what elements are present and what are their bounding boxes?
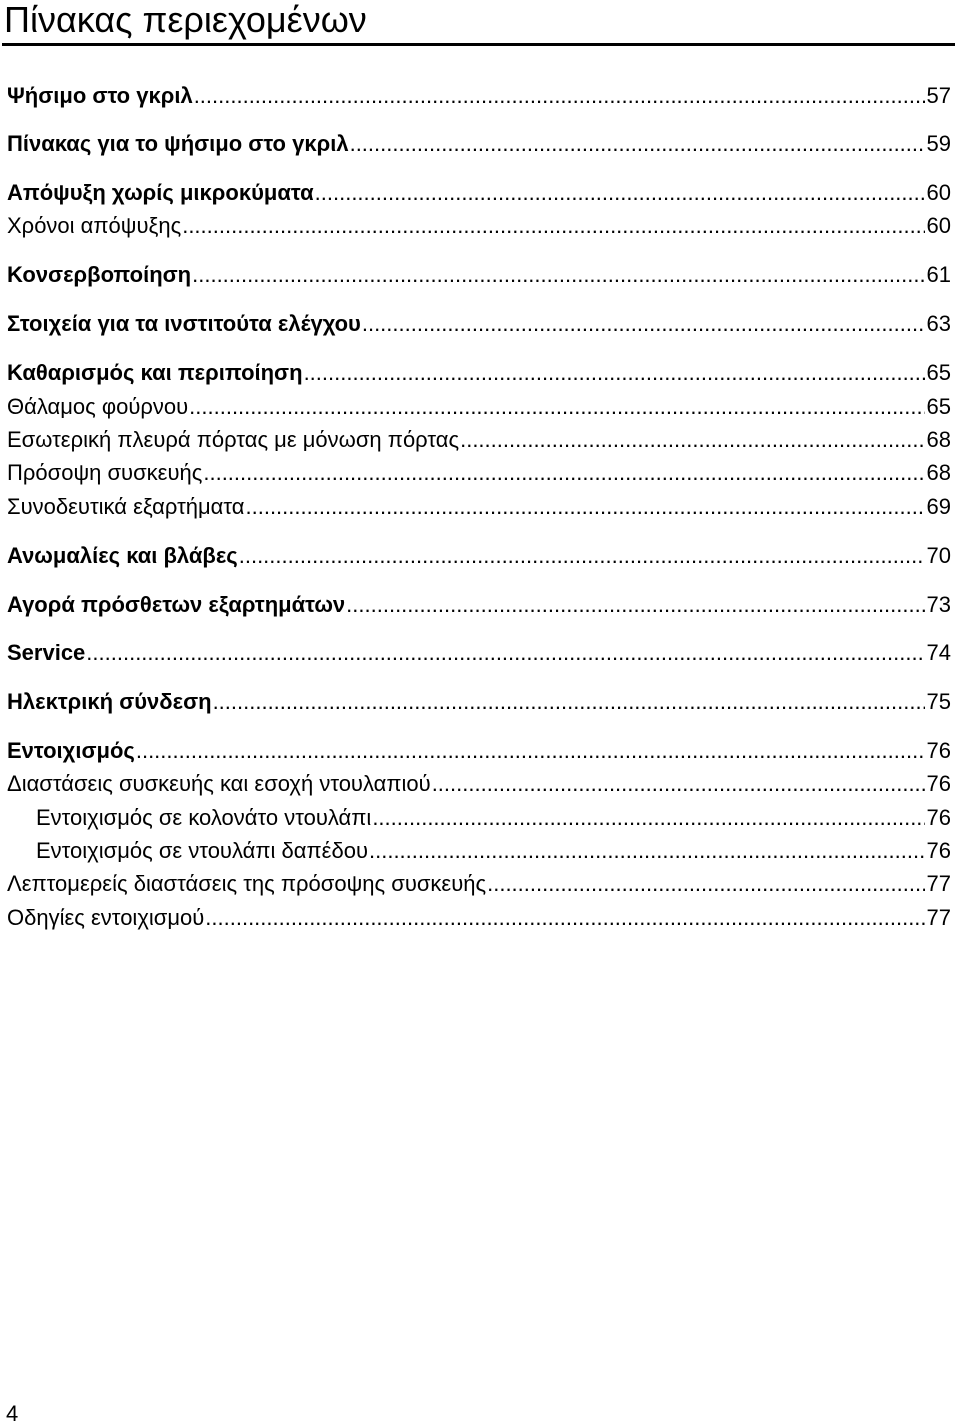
dot-leader bbox=[86, 640, 924, 666]
dot-leader bbox=[246, 494, 925, 520]
toc-entry-page: 73 bbox=[926, 592, 951, 617]
toc-entry-page: 69 bbox=[926, 494, 951, 519]
toc-entry-appliance-dimensions[interactable] bbox=[7, 771, 951, 797]
dot-leader bbox=[362, 311, 925, 337]
dot-leader bbox=[346, 592, 924, 618]
dot-leader bbox=[203, 460, 924, 486]
toc-entry-page: 70 bbox=[926, 543, 951, 568]
toc-entry-page: 57 bbox=[926, 83, 951, 108]
toc-entry-faults[interactable] bbox=[7, 543, 951, 569]
toc-entry-preserving[interactable] bbox=[7, 262, 951, 288]
toc-entry-oven-cavity[interactable] bbox=[7, 394, 951, 420]
dot-leader bbox=[205, 905, 924, 931]
toc-entry-label: Συνοδευτικά εξαρτήματα bbox=[7, 494, 245, 519]
toc-entry-label: Στοιχεία για τα ινστιτούτα ελέγχου bbox=[7, 311, 361, 336]
dot-leader bbox=[487, 871, 924, 897]
toc-entry-page: 59 bbox=[926, 131, 951, 156]
toc-entry-label: Κονσερβοποίηση bbox=[7, 262, 192, 287]
dot-leader bbox=[350, 131, 925, 157]
toc-entry-installation-instructions[interactable] bbox=[7, 905, 951, 931]
toc-entry-label: Πίνακας για το ψήσιμο στο γκριλ bbox=[7, 131, 349, 156]
toc-entry-page: 77 bbox=[926, 871, 951, 896]
toc-entry-page: 76 bbox=[926, 738, 951, 763]
toc-entry-page: 74 bbox=[926, 640, 951, 665]
toc-entry-page: 65 bbox=[926, 394, 951, 419]
toc-entry-electrical-connection[interactable] bbox=[7, 689, 951, 715]
page-title: Πίνακας περιεχομένων bbox=[4, 0, 367, 40]
page-number: 4 bbox=[6, 1401, 19, 1426]
toc-entry-page: 76 bbox=[926, 838, 951, 863]
toc-entry-label: Πρόσοψη συσκευής bbox=[7, 460, 203, 485]
toc-entry-page: 76 bbox=[926, 771, 951, 796]
toc-entry-label: Ηλεκτρική σύνδεση bbox=[7, 689, 212, 714]
toc-entry-label: Ψήσιμο στο γκριλ bbox=[7, 83, 193, 108]
toc-entry-label: Θάλαμος φούρνου bbox=[7, 394, 189, 419]
toc-entry-label: Απόψυξη χωρίς μικροκύματα bbox=[7, 180, 314, 205]
toc-entry-label: Λεπτομερείς διαστάσεις της πρόσοψης συσκευής bbox=[7, 871, 487, 896]
toc-entry-label: Εσωτερική πλευρά πόρτας με μόνωση πόρτας bbox=[7, 427, 460, 452]
toc-entry-defrosting[interactable] bbox=[7, 180, 951, 206]
toc-entry-page: 60 bbox=[926, 180, 951, 205]
dot-leader bbox=[372, 805, 924, 831]
toc-entry-installation[interactable] bbox=[7, 738, 951, 764]
toc-entry-appliance-front[interactable] bbox=[7, 460, 951, 486]
toc-entry-base-cabinet[interactable] bbox=[36, 838, 951, 864]
toc-entry-buying-accessories[interactable] bbox=[7, 592, 951, 618]
toc-entry-page: 61 bbox=[926, 262, 951, 287]
toc-entry-service[interactable] bbox=[7, 640, 951, 666]
toc-entry-defrosting-times[interactable] bbox=[7, 213, 951, 239]
toc-entry-grilling[interactable] bbox=[7, 83, 951, 109]
toc-entry-label: Διαστάσεις συσκευής και εσοχή ντουλαπιού bbox=[7, 771, 431, 796]
toc-entry-grilling-table[interactable] bbox=[7, 131, 951, 157]
toc-entry-page: 75 bbox=[926, 689, 951, 714]
dot-leader bbox=[182, 213, 924, 239]
dot-leader bbox=[194, 83, 925, 109]
toc-entry-test-institutes[interactable] bbox=[7, 311, 951, 337]
dot-leader bbox=[304, 360, 925, 386]
dot-leader bbox=[369, 838, 925, 864]
toc-entry-page: 76 bbox=[926, 805, 951, 830]
toc-entry-label: Ανωμαλίες και βλάβες bbox=[7, 543, 238, 568]
toc-entry-label: Αγορά πρόσθετων εξαρτημάτων bbox=[7, 592, 346, 617]
dot-leader bbox=[136, 738, 925, 764]
dot-leader bbox=[239, 543, 925, 569]
toc-entry-accessories[interactable] bbox=[7, 494, 951, 520]
toc-entry-cleaning[interactable] bbox=[7, 360, 951, 386]
toc-entry-door-inner-side[interactable] bbox=[7, 427, 951, 453]
dot-leader bbox=[213, 689, 925, 715]
dot-leader bbox=[315, 180, 925, 206]
dot-leader bbox=[192, 262, 924, 288]
toc-entry-page: 63 bbox=[926, 311, 951, 336]
toc-entry-label: Εντοιχισμός bbox=[7, 738, 135, 763]
dot-leader bbox=[460, 427, 924, 453]
toc-entry-page: 68 bbox=[926, 427, 951, 452]
toc-entry-page: 77 bbox=[926, 905, 951, 930]
toc-entry-page: 68 bbox=[926, 460, 951, 485]
toc-entry-page: 65 bbox=[926, 360, 951, 385]
toc-entry-label: Εντοιχισμός σε ντουλάπι δαπέδου bbox=[36, 838, 368, 863]
toc-entry-label: Καθαρισμός και περιποίηση bbox=[7, 360, 303, 385]
toc-entry-label: Εντοιχισμός σε κολονάτο ντουλάπι bbox=[36, 805, 372, 830]
toc-entry-label: Χρόνοι απόψυξης bbox=[7, 213, 182, 238]
dot-leader bbox=[432, 771, 925, 797]
toc-entry-page: 60 bbox=[926, 213, 951, 238]
toc-entry-tall-cabinet[interactable] bbox=[36, 805, 951, 831]
toc-entry-label: Service bbox=[7, 640, 86, 665]
dot-leader bbox=[189, 394, 924, 420]
toc-entry-label: Οδηγίες εντοιχισμού bbox=[7, 905, 205, 930]
toc-entry-front-dimensions[interactable] bbox=[7, 871, 951, 897]
